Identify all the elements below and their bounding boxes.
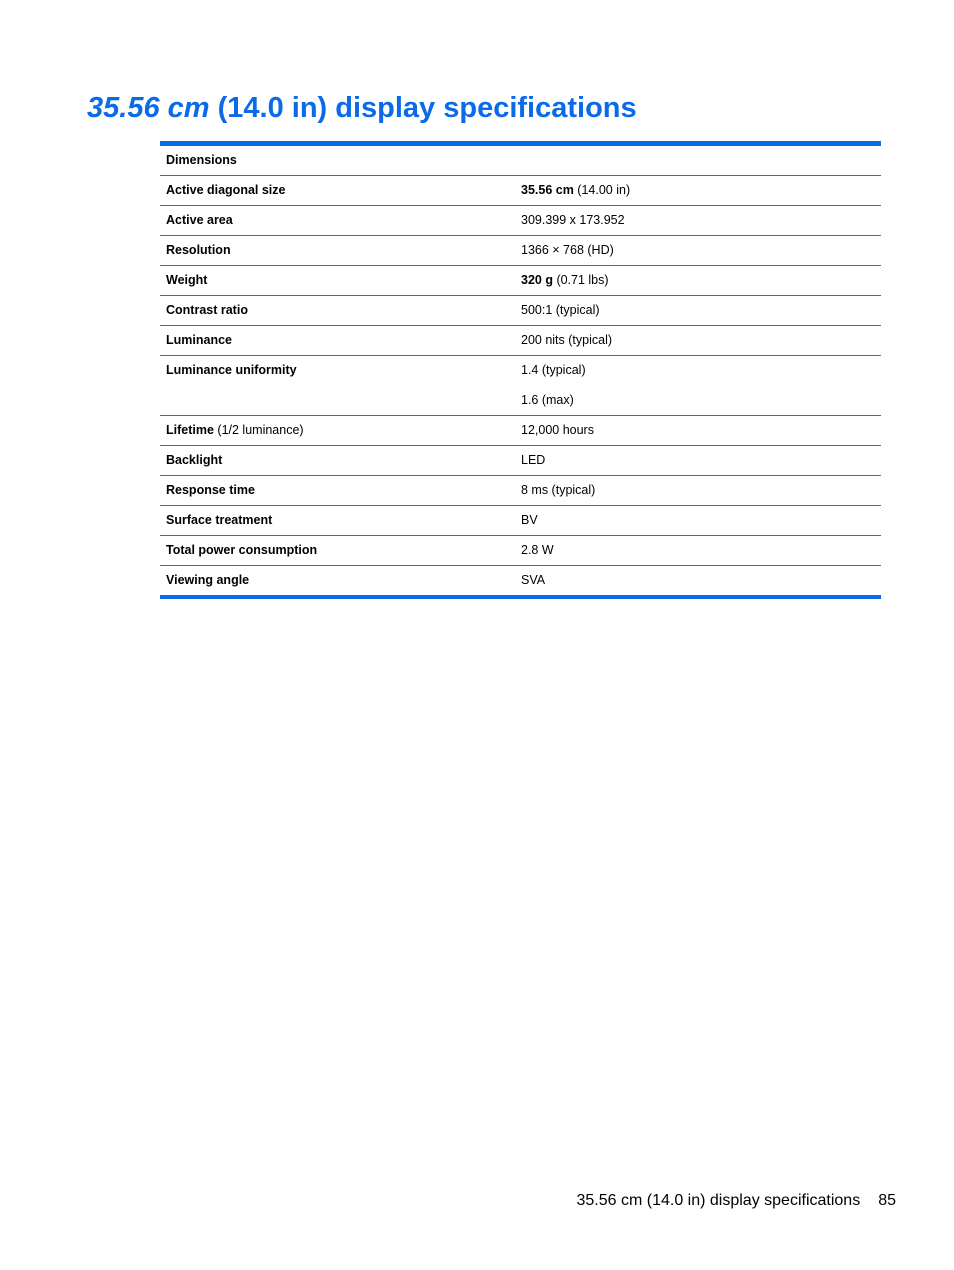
page-title (87, 88, 637, 128)
page-footer (577, 1191, 897, 1211)
row-label: Active area (166, 213, 233, 227)
row-value: SVA (521, 573, 546, 587)
row-value-bold: 320 g (521, 273, 553, 287)
row-label-bold: Lifetime (166, 423, 214, 437)
table-row (160, 416, 881, 446)
row-value: BV (521, 513, 538, 527)
row-label: Surface treatment (166, 513, 273, 527)
table-row (160, 506, 881, 536)
row-label: Response time (166, 483, 255, 497)
table-row (160, 206, 881, 236)
row-label: Weight (166, 273, 208, 287)
table-row (160, 266, 881, 296)
table-row (160, 446, 881, 476)
row-label: Backlight (166, 453, 223, 467)
row-value-rest: (14.00 in) (573, 183, 631, 197)
footer-title: 35.56 cm (14.0 in) display specifications (576, 1192, 861, 1209)
row-value (521, 266, 881, 295)
row-value: 200 nits (typical) (521, 333, 613, 347)
table-header: Dimensions (166, 153, 237, 167)
table-row (160, 176, 881, 206)
row-value: 8 ms (typical) (521, 483, 596, 497)
row-label: Resolution (166, 243, 231, 257)
table-row (160, 536, 881, 566)
row-label: Contrast ratio (166, 303, 248, 317)
row-label-suffix: (1/2 luminance) (213, 423, 304, 437)
table-row (160, 236, 881, 266)
row-value: 12,000 hours (521, 423, 594, 437)
row-value: 500:1 (typical) (521, 303, 600, 317)
table-row (160, 566, 881, 595)
row-value (521, 356, 881, 415)
row-value: 1366 × 768 (HD) (521, 243, 614, 257)
table-row (160, 356, 881, 416)
page-title-rest: (14.0 in) display specifications (209, 92, 637, 124)
row-label: Active diagonal size (166, 183, 286, 197)
row-label: Luminance (166, 333, 232, 347)
spec-table (160, 141, 881, 599)
row-value-bold: 35.56 cm (521, 183, 574, 197)
table-row (160, 326, 881, 356)
row-value: 2.8 W (521, 543, 554, 557)
table-header-row (160, 146, 881, 176)
row-label: Total power consumption (166, 543, 318, 557)
row-value-line: 1.4 (typical) (521, 363, 586, 377)
row-value-rest: (0.71 lbs) (552, 273, 609, 287)
page-title-emphasis: 35.56 cm (87, 92, 210, 124)
row-value-line: 1.6 (max) (521, 393, 574, 407)
page-number: 85 (878, 1192, 896, 1209)
row-value (521, 176, 881, 205)
table-row (160, 476, 881, 506)
table-row (160, 296, 881, 326)
row-value: LED (521, 453, 546, 467)
row-label: Luminance uniformity (166, 363, 297, 377)
row-label: Viewing angle (166, 573, 250, 587)
row-label (160, 416, 521, 445)
row-value: 309.399 x 173.952 (521, 213, 625, 227)
